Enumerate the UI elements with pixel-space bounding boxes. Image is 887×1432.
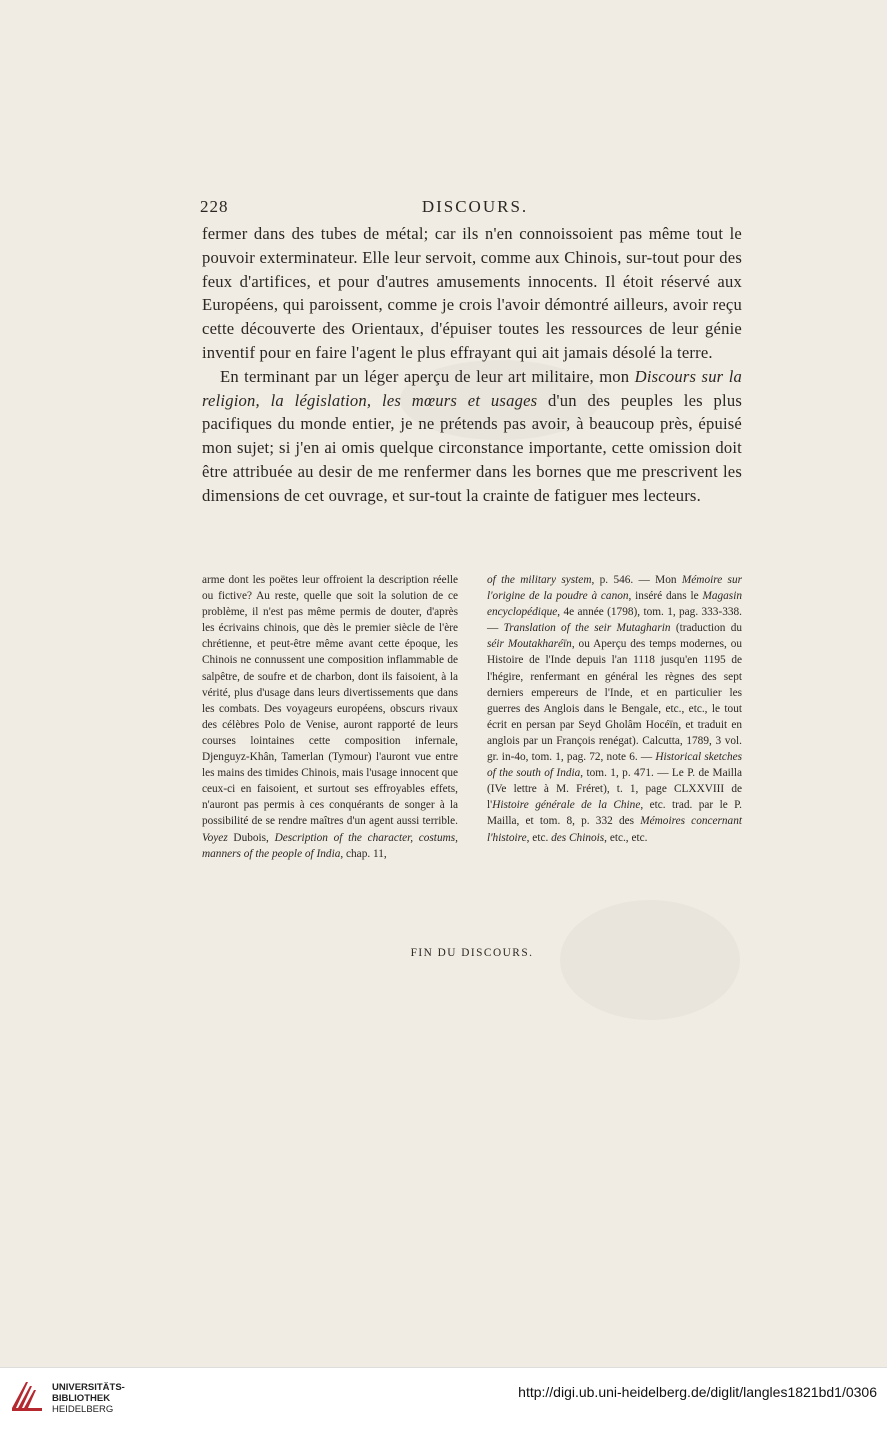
page-header xyxy=(200,197,750,223)
paragraph-2-end: d'un des peuples les plus pacifiques du monde entier, je ne prétends pas avoir, à beaucoup près, épuisé mon sujet; si j'en ai omis quelque circonstance importante, cette omission doit être attribuée au desir de me renfermer dans les bornes que me prescrivent les dimensions de cet ouvrage, et sur-tout la crainte de fatiguer mes lecteurs. xyxy=(202,390,742,505)
paragraph-2 xyxy=(202,365,742,508)
footnote-voyez: Voyez xyxy=(202,831,228,844)
ref-text: , 4e année (1798), tom. 1, pag. 333-338. — xyxy=(487,606,742,635)
ref-italic: Mémoires concernant l'histoire xyxy=(487,815,742,844)
ref-text: (traduction du xyxy=(670,622,743,635)
footnote-left-text: arme dont les poëtes leur offroient la description réelle ou fictive? Au reste, quelle que soit la solution de ce problème, il n'est pas même permis de douter, d'après les écrivains chinois, que dès le premier siècle de l'ère chrétienne, et peut-être même avant cette époque, les Chinois ne connussent une composition inflammable de salpêtre, de soufre et de charbon, dont ils faisoient, à la vérité, plus d'usage dans leurs divertissements que dans les combats. Des voyageurs européens, obscurs rivaux des célèbres Polo de Venise, auront rapporté de leurs courses lointaines cette composition infernale, Djenguyz-Khân, Tamerlan (Tymour) l'auront vue entre les mains des timides Chinois, mais l'usage innocent que ceux-ci en faisoient, et surtout ses effroyables effets, n'auront pas permis à ces conquérants de songer à la possibilité de se rendre maîtres d'un agent aussi terrible. xyxy=(202,574,458,828)
ref-italic: Historical sketches of the south of India xyxy=(487,751,743,780)
footnote-right-column xyxy=(487,572,742,846)
library-name[interactable] xyxy=(52,1382,125,1415)
running-title: DISCOURS. xyxy=(421,197,529,216)
footnote-right xyxy=(487,572,742,846)
footnote-book-title: Description of the character, costums, manners of the people of India xyxy=(202,831,458,860)
bleed-through-smudge xyxy=(560,900,740,1020)
ref-text: , etc. trad. par le P. Mailla, et tom. 8, p. 332 des xyxy=(487,799,742,828)
university-library-logo-icon[interactable] xyxy=(10,1378,44,1412)
ref-text: , p. 546. — Mon xyxy=(591,574,682,586)
ref-italic: Histoire générale de la Chine xyxy=(492,799,641,812)
ref-text: , ou Aperçu des temps modernes, ou Histoire de l'Inde depuis l'an 1118 jusqu'en 1195 de l'hégire, renfermant en général les règnes des sept derniers empereurs de l'Inde, et en particulier les guerres des Anglois dans le Bengale, etc., etc., le tout écrit en persan par Seyd Gholâm Hocéïn, et traduit en anglois par un François renégat). Calcutta, 1789, 3 vol. gr. in-4o, tom. 1, pag. 72, note 6. — xyxy=(487,638,742,764)
ref-italic: Translation of the seir Mutagharin xyxy=(503,622,671,635)
ref-italic: Magasin encyclopédique xyxy=(487,590,742,619)
library-name-line-2: BIBLIOTHEK xyxy=(52,1393,111,1404)
footnote-left xyxy=(202,572,458,862)
footnote-author: Dubois, xyxy=(227,831,275,844)
source-url-link[interactable]: http://digi.ub.uni-heidelberg.de/diglit/langles1821bd1/0306 xyxy=(518,1384,877,1400)
library-footer xyxy=(0,1367,887,1432)
ref-text: , etc. xyxy=(526,831,552,844)
ref-text: , etc., etc. xyxy=(604,831,648,844)
ref-italic: of the military system xyxy=(487,574,592,586)
closing-line: FIN DU DISCOURS. xyxy=(410,947,534,959)
library-name-line-3: HEIDELBERG xyxy=(52,1404,114,1415)
paragraph-1: fermer dans des tubes de métal; car ils n'en connoissoient pas même tout le pouvoir exterminateur. Elle leur servoit, comme aux Chinois, sur-tout pour des feux d'artifices, et pour d'autres amusements innocents. Il étoit réservé aux Européens, qui paroissent, comme je crois l'avoir démontré ailleurs, avoir reçu cette découverte des Orientaux, d'épuiser toutes les ressources de leur génie inventif pour en faire l'agent le plus effrayant qui ait jamais désolé la terre. xyxy=(202,224,742,362)
ref-text: , inséré dans le xyxy=(628,590,703,603)
library-name-line-1: UNIVERSITÄTS- xyxy=(52,1382,125,1393)
ref-italic: des Chinois xyxy=(551,831,605,844)
ref-italic: Mémoire sur l'origine de la poudre à canon xyxy=(487,574,742,603)
footnote-left-column xyxy=(202,572,458,862)
footnote-left-tail: , chap. 11, xyxy=(340,847,387,860)
paragraph-2-start: En terminant par un léger aperçu de leur art militaire, mon xyxy=(220,366,635,386)
ref-text: , tom. 1, p. 471. — Le P. de Mailla (IVe lettre à M. Fréret), t. 1, page CLXXVIII de l' xyxy=(487,767,743,812)
main-text xyxy=(202,222,742,508)
ref-italic: séir Moutakharéïn xyxy=(487,638,572,651)
paragraph-2-title: Discours sur la religion, la législation, les mœurs et usages xyxy=(202,366,743,410)
page-number: 228 xyxy=(200,197,229,216)
